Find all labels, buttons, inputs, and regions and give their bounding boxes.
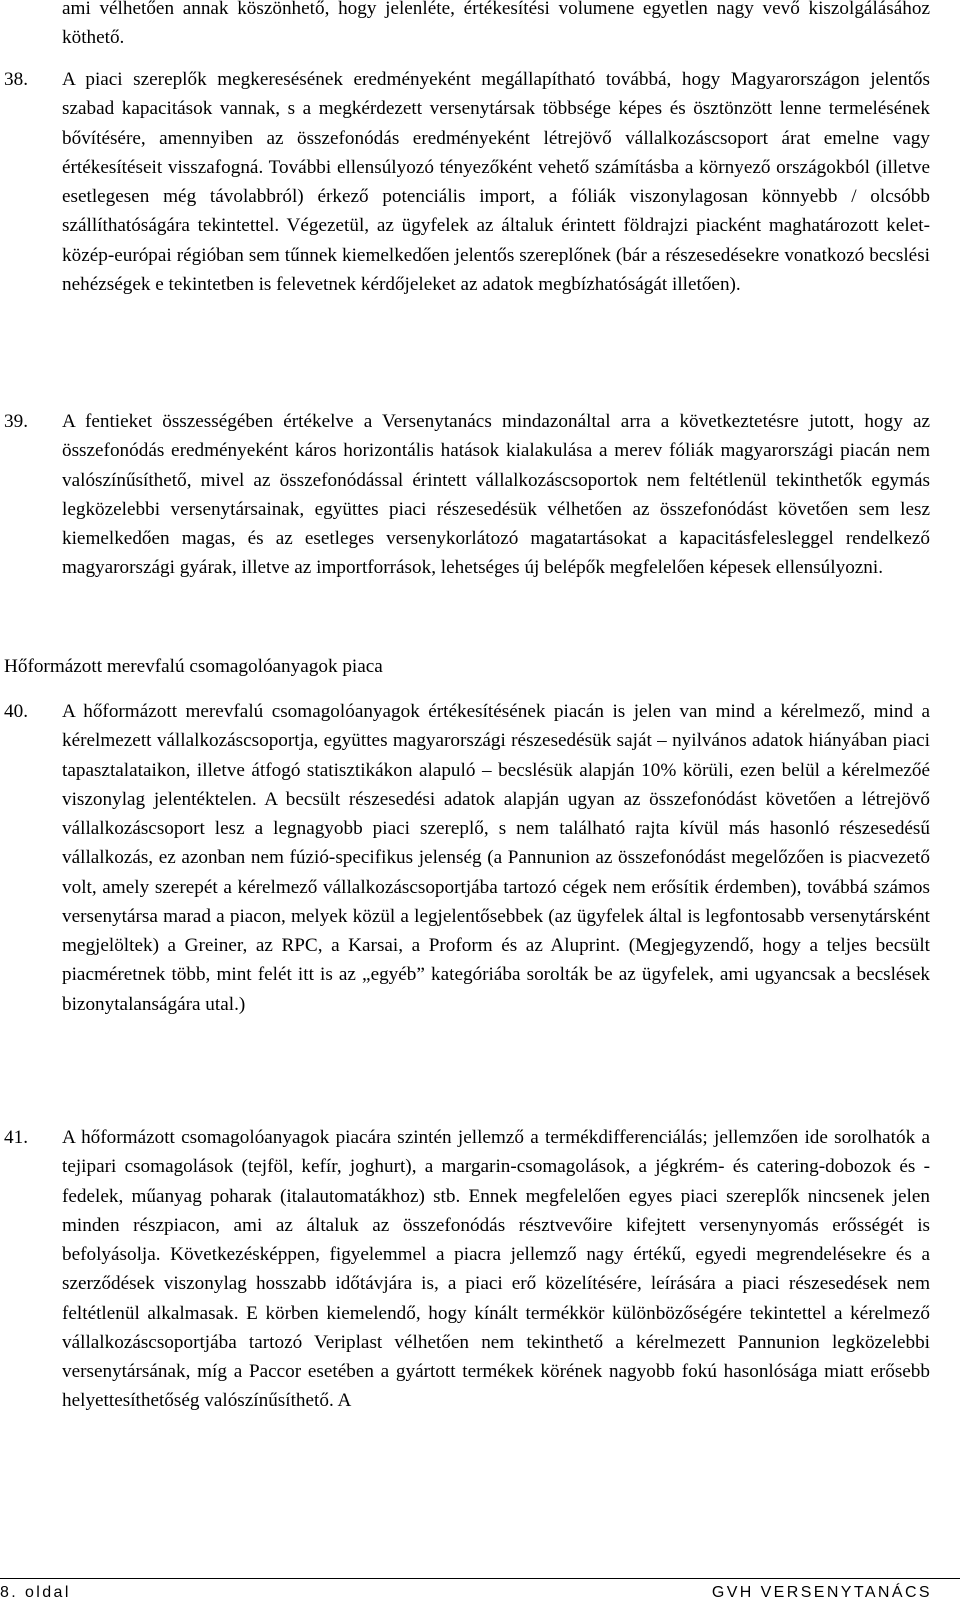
publisher-label: GVH VERSENYTANÁCS bbox=[711, 1584, 932, 1601]
page-number: 8. oldal bbox=[0, 1584, 71, 1601]
paragraph-text: A piaci szereplők megkeresésének eredményeként megállapítható továbbá, hogy Magyarországon jelentős szabad kapacitások vannak, s a megkérdezett versenytársak többsége képes és ösztönzött lenne termelésének bővítésére, amennyiben az összefonódás eredményeként létrejövő vállalkozáscsoport árat emelne vagy értékesítéseit visszafogná. További ellensúlyozó tényezőként vehető számításba a környező országokból (illetve esetlegesen még távolabbról) érkező potenciális import, a fóliák viszonylagosan könnyebb / olcsóbb szállíthatóságára tekintettel. Végezetül, az ügyfelek az általuk érintett földrajzi piacként maghatározott kelet-közép-európai régióban sem tűnnek kiemelkedően jelentős szereplőnek (bár a részesedésekre vonatkozó becslési nehézségek e tekintetben is felevetnek kérdőjeleket az adatok megbízhatóságát illetően). bbox=[62, 69, 930, 295]
paragraph-text: A hőformázott merevfalú csomagolóanyagok értékesítésének piacán is jelen van mind a kérelmező, mind a kérelmezett vállalkozáscsoportja, együttes magyarországi részesedésük saját – nyilvános adatok hiányában piaci tapasztalataikon, illetve átfogó statisztikákon alapuló – becslésük alapján 10% körüli, ezen belül a kérelmezőé viszonylag jelentéktelen. A becsült részesedési adatok alapján ugyan az összefonódást követően a létrejövő vállalkozáscsoport lesz a legnagyobb piaci szereplő, s nem található rajta kívül más hasonló részesedésű vállalkozás, ez azonban nem fúzió-specifikus jelenség (a Pannunion az összefonódást megelőzően is piacvezető volt, amely szerepét a kérelmező vállalkozáscsoportjába tartozó cégek nem erősítik érdemben), továbbá számos versenytársa marad a piacon, melyek közül a legjelentősebbek (az ügyfelek által is legfontosabb versenytársként megjelöltek) a Greiner, az RPC, a Karsai, a Proform és az Aluprint. (Megjegyzendő, hogy a teljes becsült piacméretnek több, mint felét itt is az „egyéb” kategóriába sorolták be az ügyfelek, ami ugyancsak a becslések bizonytalanságára utal.) bbox=[62, 701, 930, 1015]
paragraph-number: 39. bbox=[4, 411, 28, 432]
paragraph-number: 38. bbox=[4, 69, 28, 90]
footer-divider bbox=[0, 1578, 960, 1579]
paragraph-text: A fentieket összességében értékelve a Versenytanács mindazonáltal arra a következtetésre jutott, hogy az összefonódás eredményeként káros horizontális hatások kialakulása a merev fóliák magyarországi piacán nem valószínűsíthető, mivel az összefonódással érintett vállalkozáscsoportok nem feltétlenül tekinthetők egymás legközelebbi versenytársainak, együttes piaci részesedésük vélhetően az összefonódást követően sem lesz kiemelkedően magas, és az esetleges versenykorlátozó magatartásokat a kapacitásfelesleggel rendelkező magyarországi gyárak, illetve az importforrások, lehetséges új belépők megfelelően képesek ellensúlyozni. bbox=[62, 411, 930, 579]
paragraph-number: 41. bbox=[4, 1127, 28, 1148]
paragraph-number: 40. bbox=[4, 701, 28, 722]
intro-paragraph: ami vélhetően annak köszönhető, hogy jelenléte, értékesítési volumene egyetlen nagy vevő kiszolgálásához köthető. bbox=[62, 0, 930, 49]
paragraph-text: A hőformázott csomagolóanyagok piacára szintén jellemző a termékdifferenciálás; jellemzően ide sorolhatók a tejipari csomagolások (tejföl, kefír, joghurt), a margarin-csomagolások, a jégkrém- és catering-dobozok és -fedelek, műanyag poharak (italautomatákhoz) stb. Ennek megfelelően egyes piaci szereplők nincsenek jelen minden részpiacon, ami az általuk az összefonódás résztvevőire kifejtett versenynyomás erősségét is befolyásolja. Következésképpen, figyelemmel a piacra jellemző nagy értékű, egyedi megrendelésekre és a szerződések viszonylag hosszabb időtávjára is, a piaci erő közelítésére, leírására a piaci részesedések nem feltétlenül alkalmasak. E körben kiemelendő, hogy kínált termékkör különbözőségére tekintettel a kérelmező vállalkozáscsoportjába tartozó Veriplast vélhetően nem tekinthető a kérelmezett Pannunion legközelebbi versenytársának, míg a Paccor esetében a gyártott termékek körének nagyobb fokú hasonlósága miatt erősebb helyettesíthetőség valószínűsíthető. A bbox=[62, 1127, 930, 1412]
section-heading: Hőformázott merevfalú csomagolóanyagok piaca bbox=[4, 656, 383, 677]
